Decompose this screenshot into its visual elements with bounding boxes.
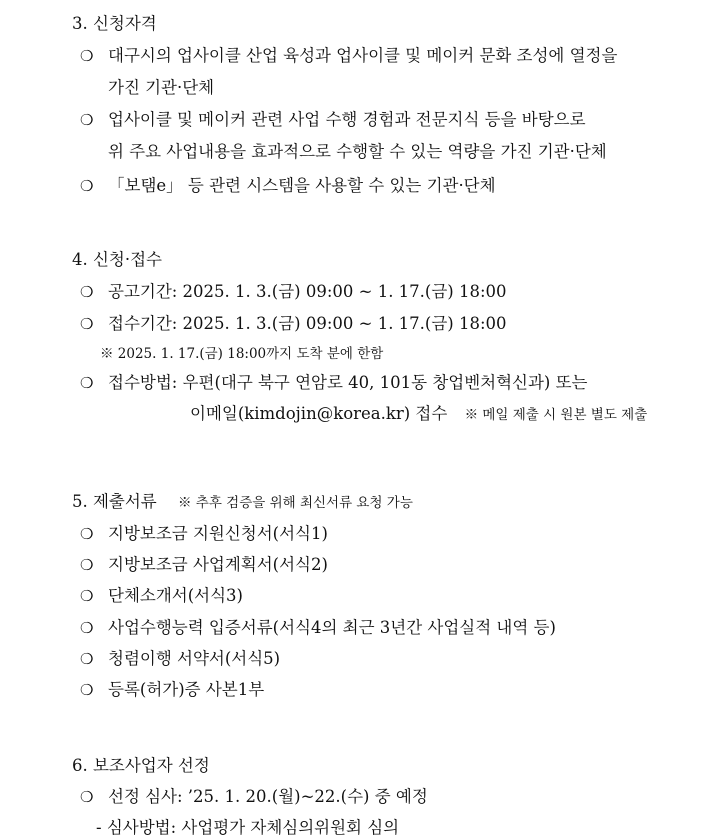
list-item-continuation: 가진 기관·단체	[108, 78, 215, 97]
list-item	[80, 676, 264, 700]
section-5-title: 5. 제출서류	[72, 492, 157, 511]
section-3-heading: 3. 신청자격	[72, 14, 157, 33]
document-item: 지방보조금 지원신청서(서식1)	[108, 524, 328, 543]
announcement-period: 공고기간: 2025. 1. 3.(금) 09:00 ~ 1. 17.(금) 18:00	[108, 282, 507, 301]
selection-review: 선정 심사: ’25. 1. 20.(월)~22.(수) 중 예정	[108, 787, 428, 806]
document-item: 단체소개서(서식3)	[108, 586, 243, 605]
circle-bullet-icon: ❍	[80, 177, 94, 195]
list-item	[80, 582, 243, 606]
list-item	[80, 310, 507, 334]
list-item	[80, 614, 556, 638]
review-method: - 심사방법: 사업평가 자체심의위원회 심의	[96, 818, 400, 837]
circle-bullet-icon: ❍	[80, 283, 94, 301]
list-item	[80, 520, 328, 544]
document-item: 청렴이행 서약서(서식5)	[108, 649, 281, 668]
circle-bullet-icon: ❍	[80, 111, 94, 129]
circle-bullet-icon: ❍	[80, 681, 94, 699]
section-4-heading: 4. 신청·접수	[72, 250, 162, 269]
list-item	[80, 783, 428, 807]
document-item: 사업수행능력 입증서류(서식4의 최근 3년간 사업실적 내역 등)	[108, 618, 556, 637]
list-item	[80, 42, 617, 66]
submission-method-continuation	[190, 400, 647, 424]
section-5-note: ※ 추후 검증을 위해 최신서류 요청 가능	[178, 495, 413, 511]
circle-bullet-icon: ❍	[80, 374, 94, 392]
list-item-continuation: 위 주요 사업내용을 효과적으로 수행할 수 있는 역량을 가진 기관·단체	[108, 142, 607, 161]
acceptance-period: 접수기간: 2025. 1. 3.(금) 09:00 ~ 1. 17.(금) 18:00	[108, 314, 507, 333]
circle-bullet-icon: ❍	[80, 556, 94, 574]
section-5-heading	[72, 488, 413, 512]
list-item	[80, 278, 507, 302]
submission-email: 이메일(kimdojin@korea.kr) 접수	[190, 404, 448, 423]
list-item	[80, 106, 586, 130]
circle-bullet-icon: ❍	[80, 619, 94, 637]
section-6-heading: 6. 보조사업자 선정	[72, 756, 210, 775]
list-item	[80, 369, 587, 393]
circle-bullet-icon: ❍	[80, 788, 94, 806]
list-item-text: 「보탬e」 등 관련 시스템을 사용할 수 있는 기관·단체	[108, 176, 496, 195]
circle-bullet-icon: ❍	[80, 650, 94, 668]
list-item	[80, 172, 496, 196]
list-item-text: 업사이클 및 메이커 관련 사업 수행 경험과 전문지식 등을 바탕으로	[108, 110, 586, 129]
circle-bullet-icon: ❍	[80, 47, 94, 65]
circle-bullet-icon: ❍	[80, 525, 94, 543]
acceptance-note: ※ 2025. 1. 17.(금) 18:00까지 도착 분에 한함	[100, 346, 384, 362]
list-item-text: 대구시의 업사이클 산업 육성과 업사이클 및 메이커 문화 조성에 열정을	[108, 46, 618, 65]
circle-bullet-icon: ❍	[80, 315, 94, 333]
list-item	[80, 551, 328, 575]
document-item: 지방보조금 사업계획서(서식2)	[108, 555, 328, 574]
document-item: 등록(허가)증 사본1부	[108, 680, 265, 699]
circle-bullet-icon: ❍	[80, 587, 94, 605]
list-item	[80, 645, 280, 669]
submission-method: 접수방법: 우편(대구 북구 연암로 40, 101동 창업벤처혁신과) 또는	[108, 373, 588, 392]
email-note: ※ 메일 제출 시 원본 별도 제출	[464, 407, 648, 423]
